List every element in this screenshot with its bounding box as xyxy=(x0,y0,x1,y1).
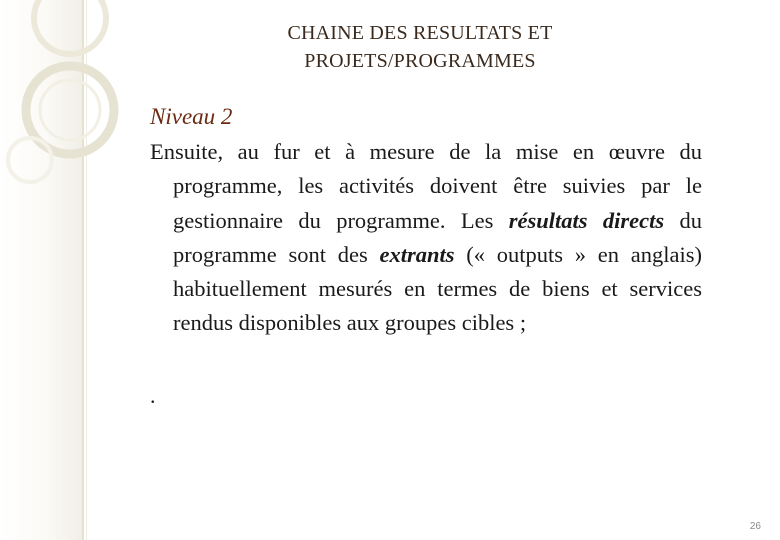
emphasis-outputs: extrants xyxy=(379,241,455,267)
trailing-mark: . xyxy=(150,383,156,408)
paragraph-text-3: (« outputs » en anglais) habituellement mesurés en termes de biens et services rendus disponibles aux groupes cibles ; xyxy=(173,241,702,336)
title-line-2: PROJETS/PROGRAMMES xyxy=(304,50,536,72)
slide-content xyxy=(150,103,702,341)
level-heading: Niveau 2 xyxy=(150,104,233,129)
paragraph-text-2: du programme sont des xyxy=(173,207,702,267)
page-number: 26 xyxy=(749,521,761,532)
slide-title xyxy=(190,19,650,75)
emphasis-direct-results: résultats directs xyxy=(508,207,665,233)
body-paragraph xyxy=(150,135,702,341)
paragraph-text-1: Ensuite, au fur et à mesure de la mise en œuvre du programme, les activités doivent être suivies par le gestionnaire du programme. Les xyxy=(150,139,702,233)
title-line-1: CHAINE DES RESULTATS ET xyxy=(287,22,553,44)
decorative-circles-icon xyxy=(0,0,140,200)
